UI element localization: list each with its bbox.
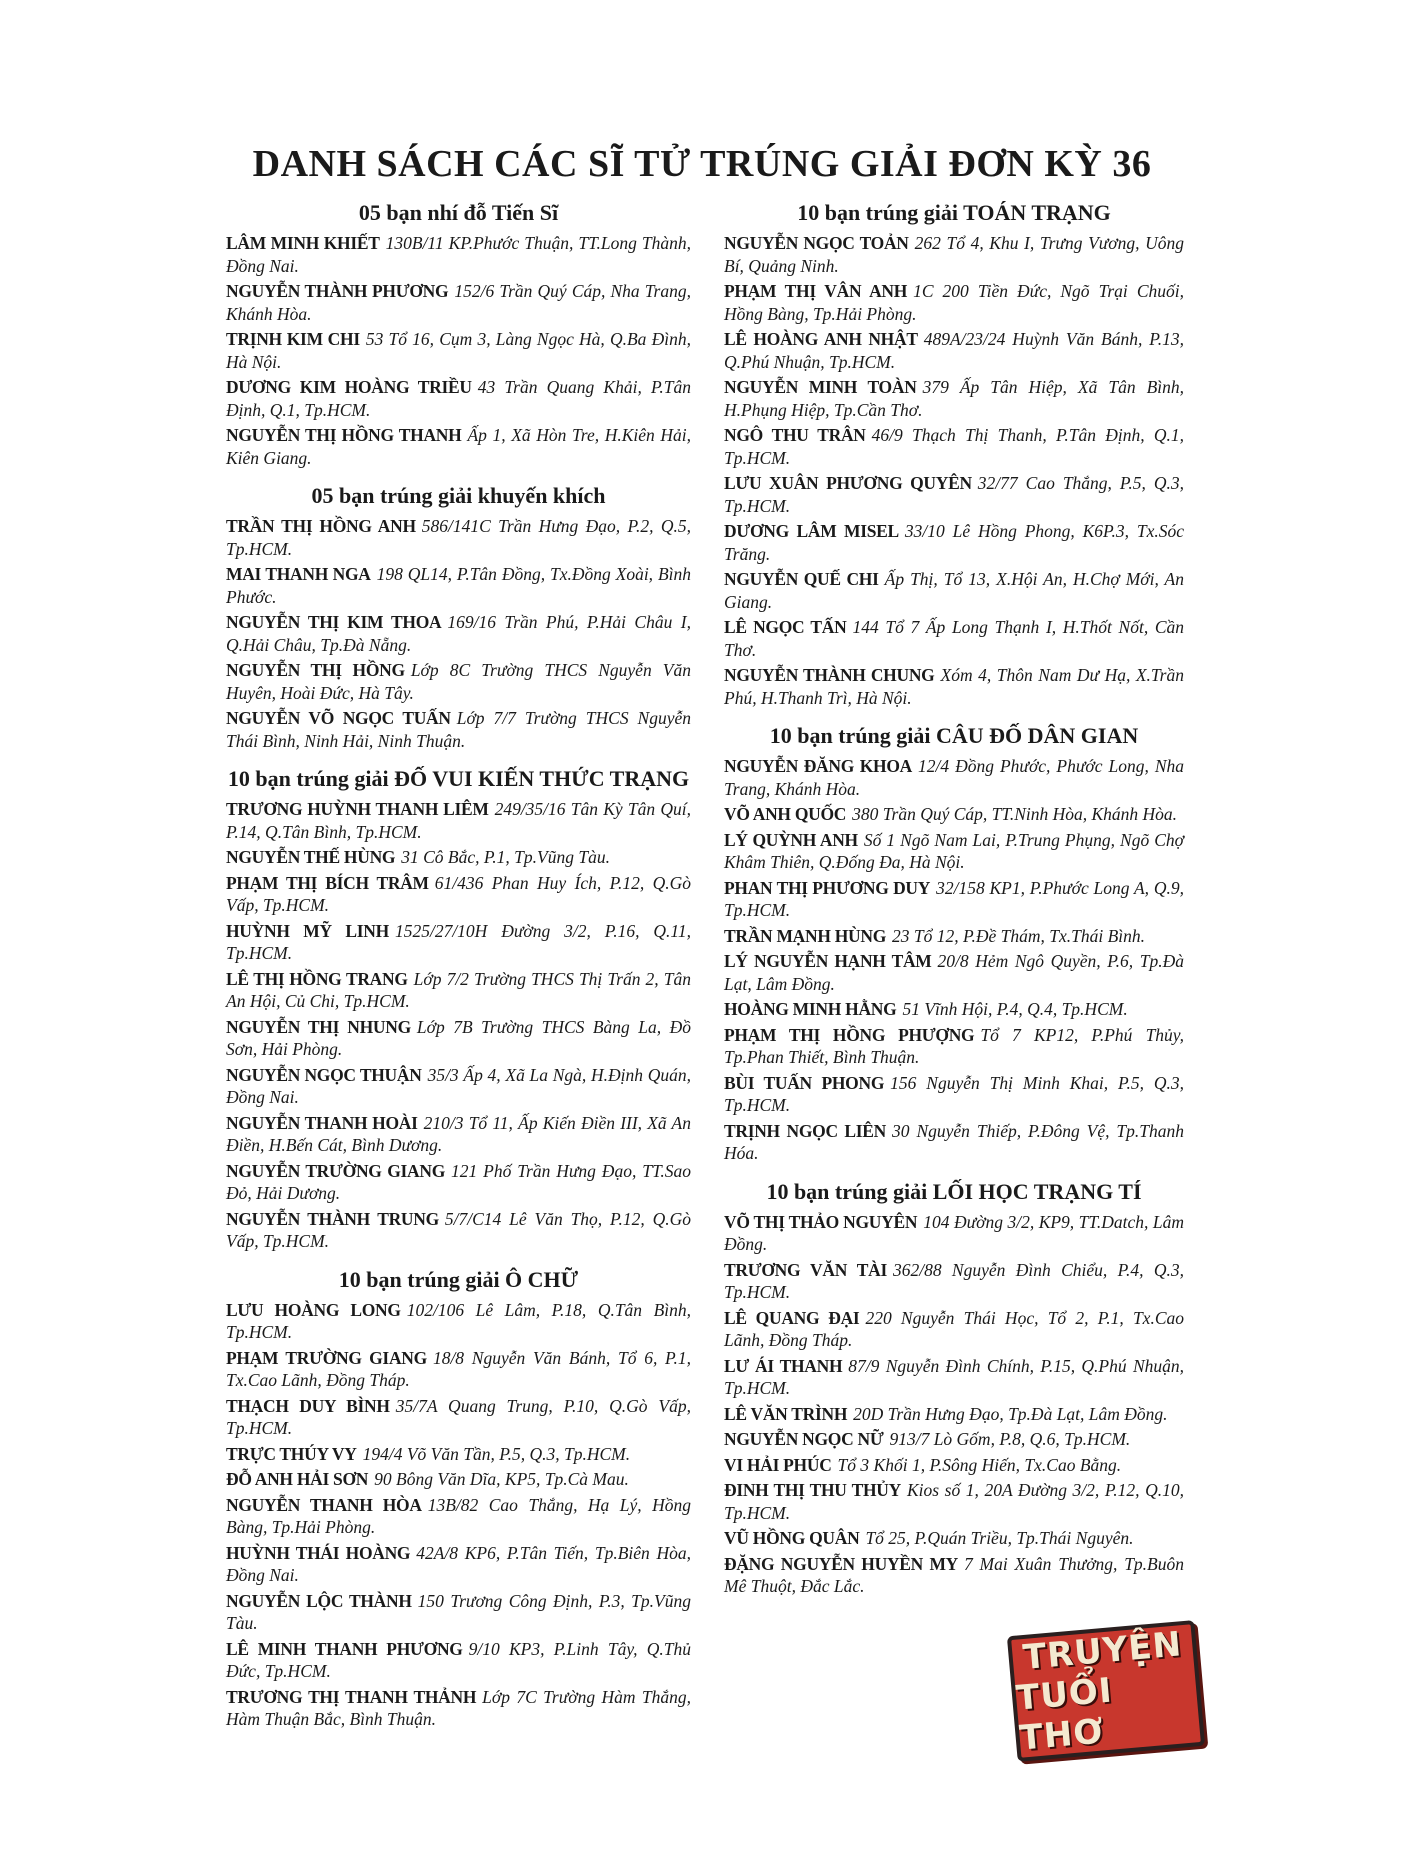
winner-entry — [226, 872, 691, 917]
winner-name: DƯƠNG LÂM MISEL — [724, 521, 899, 541]
winner-entry — [226, 1112, 691, 1157]
winner-name: NGUYỄN NGỌC TOẢN — [724, 233, 909, 253]
winner-name: NGUYỄN THANH HOÀI — [226, 1112, 418, 1133]
winner-entry — [226, 968, 691, 1013]
winner-name: THẠCH DUY BÌNH — [226, 1395, 390, 1416]
winner-address: Tổ 3 Khối 1, P.Sông Hiến, Tx.Cao Bằng. — [837, 1454, 1122, 1475]
winner-entry — [724, 1479, 1184, 1524]
winner-name: LÊ QUANG ĐẠI — [724, 1307, 860, 1328]
winner-entry — [226, 1494, 691, 1539]
winner-entry — [226, 920, 691, 965]
winner-address: 46/9 Thạch Thị Thanh, P.Tân Định, Q.1, Tp.HCM. — [724, 425, 1184, 468]
winner-name: NGUYỄN QUẾ CHI — [724, 569, 879, 589]
winner-entry — [724, 1211, 1184, 1256]
winner-address: 23 Tổ 12, P.Đề Thám, Tx.Thái Bình. — [892, 925, 1146, 946]
winner-entry — [724, 616, 1184, 661]
winner-address: 379 Ấp Tân Hiệp, Xã Tân Bình, H.Phụng Hiệp, Tp.Cần Thơ. — [724, 377, 1184, 420]
winner-entry — [226, 1590, 691, 1635]
winner-name: TRẦN THỊ HỒNG ANH — [226, 516, 416, 536]
winner-name: LƯU XUÂN PHƯƠNG QUYÊN — [724, 473, 972, 493]
winner-entry — [226, 1443, 691, 1466]
winner-entry — [226, 707, 691, 752]
logo-line-1: TRUYỆN — [1021, 1624, 1184, 1679]
winner-name: HUỲNH THÁI HOÀNG — [226, 1542, 411, 1563]
winner-entry — [724, 1072, 1184, 1117]
winner-address: 380 Trần Quý Cáp, TT.Ninh Hòa, Khánh Hòa. — [852, 804, 1178, 824]
winner-entry — [724, 376, 1184, 421]
winner-address: 53 Tổ 16, Cụm 3, Làng Ngọc Hà, Q.Ba Đình, Hà Nội. — [226, 329, 691, 372]
winner-entry — [226, 1208, 691, 1253]
winner-name: TRỰC THÚY VY — [226, 1443, 357, 1464]
winner-entry — [226, 1395, 691, 1440]
section-heading: 10 bạn trúng giải CÂU ĐỐ DÂN GIAN — [769, 723, 1139, 748]
winner-entry — [724, 877, 1184, 922]
logo-line-2: TUỔI THƠ — [1014, 1670, 1115, 1759]
winner-address: 51 Vĩnh Hội, P.4, Q.4, Tp.HCM. — [902, 999, 1128, 1019]
winner-name: NGUYỄN THÀNH TRUNG — [226, 1208, 439, 1229]
winner-address: 1C 200 Tiền Đức, Ngõ Trại Chuối, Hồng Bàng, Tp.Hải Phòng. — [724, 281, 1184, 324]
winner-address: 20/8 Hẻm Ngô Quyền, P.6, Tp.Đà Lạt, Lâm Đồng. — [724, 951, 1184, 994]
winner-entry — [226, 1468, 691, 1491]
winner-address: 1525/27/10H Đường 3/2, P.16, Q.11, Tp.HCM. — [226, 920, 691, 963]
winner-address: 150 Trương Công Định, P.3, Tp.Vũng Tàu. — [226, 1590, 691, 1633]
winner-name: NGUYỄN LỘC THÀNH — [226, 1590, 412, 1611]
winner-entry — [724, 568, 1184, 613]
winner-entry — [724, 424, 1184, 469]
winner-name: NGÔ THU TRÂN — [724, 425, 866, 445]
winner-address: 18/8 Nguyễn Văn Bánh, Tổ 6, P.1, Tx.Cao Lãnh, Đồng Tháp. — [226, 1347, 691, 1390]
winner-name: NGUYỄN THẾ HÙNG — [226, 847, 396, 867]
winner-entry — [724, 925, 1184, 948]
winner-address: Lớp 7/7 Trường THCS Nguyễn Thái Bình, Ninh Hải, Ninh Thuận. — [226, 708, 691, 751]
winner-name: NGUYỄN ĐĂNG KHOA — [724, 756, 912, 776]
winner-name: VŨ HỒNG QUÂN — [724, 1528, 860, 1548]
winner-entry — [226, 515, 691, 560]
winner-entry — [724, 1527, 1184, 1550]
winner-entry — [724, 803, 1184, 826]
winner-address: 31 Cô Bắc, P.1, Tp.Vũng Tàu. — [401, 847, 610, 867]
winner-entry — [226, 424, 691, 469]
winner-entry — [724, 1403, 1184, 1426]
winner-section — [724, 723, 1184, 1165]
winner-section — [226, 200, 691, 469]
winner-entry — [724, 1259, 1184, 1304]
winner-name: ĐẶNG NGUYỄN HUYỀN MY — [724, 1553, 959, 1574]
winner-section — [226, 1267, 691, 1731]
winner-address: 262 Tổ 4, Khu I, Trưng Vương, Uông Bí, Quảng Ninh. — [724, 233, 1184, 276]
winner-name: TRỊNH NGỌC LIÊN — [724, 1120, 887, 1141]
winner-name: NGUYỄN THÀNH PHƯƠNG — [226, 281, 449, 301]
winner-name: NGUYỄN TRƯỜNG GIANG — [226, 1160, 446, 1181]
winner-entry — [226, 611, 691, 656]
winner-entry — [226, 659, 691, 704]
winner-name: LÊ VĂN TRÌNH — [724, 1403, 848, 1424]
winner-address: 61/436 Phan Huy Ích, P.12, Q.Gò Vấp, Tp.HCM. — [226, 872, 692, 915]
winner-name: TRƯƠNG HUỲNH THANH LIÊM — [226, 799, 489, 819]
winner-name: NGUYỄN THỊ HỒNG — [226, 660, 405, 680]
winner-address: 32/77 Cao Thắng, P.5, Q.3, Tp.HCM. — [724, 473, 1184, 516]
winner-entry — [226, 328, 691, 373]
winner-entry — [724, 829, 1184, 874]
winner-address: 42A/8 KP6, P.Tân Tiến, Tp.Biên Hòa, Đồng Nai. — [226, 1542, 691, 1585]
winner-name: VÕ THỊ THẢO NGUYÊN — [724, 1211, 918, 1232]
winner-entry — [226, 1542, 691, 1587]
section-heading: 05 bạn nhí đỗ Tiến Sĩ — [358, 200, 559, 225]
winner-entry — [226, 1299, 691, 1344]
right-column — [724, 200, 1184, 1612]
winner-name: LÊ THỊ HỒNG TRANG — [226, 968, 408, 989]
winner-entry — [226, 1016, 691, 1061]
winner-name: LÝ NGUYỄN HẠNH TÂM — [724, 951, 932, 971]
winner-entry — [724, 1120, 1184, 1165]
winner-entry — [724, 1454, 1184, 1477]
winner-entry — [724, 1024, 1184, 1069]
section-heading: 10 bạn trúng giải Ô CHỮ — [338, 1266, 579, 1292]
winner-name: LÊ NGỌC TẤN — [724, 617, 847, 637]
winner-section — [226, 483, 691, 752]
winner-entry — [724, 472, 1184, 517]
winner-name: ĐỖ ANH HẢI SƠN — [226, 1469, 369, 1489]
winner-name: VI HẢI PHÚC — [724, 1454, 832, 1475]
left-column — [226, 200, 691, 1745]
winner-address: 33/10 Lê Hồng Phong, K6P.3, Tx.Sóc Trăng. — [724, 521, 1184, 564]
winner-name: TRẦN MẠNH HÙNG — [724, 925, 887, 946]
winner-entry — [724, 1355, 1184, 1400]
winner-address: 489A/23/24 Huỳnh Văn Bánh, P.13, Q.Phú Nhuận, Tp.HCM. — [724, 329, 1184, 372]
winner-entry — [724, 1307, 1184, 1352]
winner-name: NGUYỄN THANH HÒA — [226, 1494, 422, 1515]
winner-entry — [724, 755, 1184, 800]
page-title: DANH SÁCH CÁC SĨ TỬ TRÚNG GIẢI ĐƠN KỲ 36 — [252, 143, 1152, 185]
winner-name: DƯƠNG KIM HOÀNG TRIỀU — [226, 377, 472, 397]
winner-name: PHẠM THỊ VÂN ANH — [724, 281, 908, 301]
winner-address: Lớp 7C Trường Hàm Thắng, Hàm Thuận Bắc, Bình Thuận. — [226, 1686, 691, 1729]
winner-name: NGUYỄN THỊ KIM THOA — [226, 612, 442, 632]
winner-name: TRƯƠNG VĂN TÀI — [724, 1259, 887, 1280]
winner-entry — [226, 798, 691, 843]
winner-entry — [226, 280, 691, 325]
winner-name: TRƯƠNG THỊ THANH THẢNH — [226, 1686, 477, 1707]
winner-address: Tổ 25, P.Quán Triều, Tp.Thái Nguyên. — [865, 1528, 1134, 1548]
winner-address: 156 Nguyễn Thị Minh Khai, P.5, Q.3, Tp.HCM. — [724, 1072, 1184, 1115]
winner-address: 362/88 Nguyễn Đình Chiểu, P.4, Q.3, Tp.HCM. — [724, 1259, 1184, 1302]
winner-entry — [226, 563, 691, 608]
winner-name: HUỲNH MỸ LINH — [226, 920, 389, 941]
winner-address: 220 Nguyễn Thái Học, Tổ 2, P.1, Tx.Cao Lãnh, Đồng Tháp. — [724, 1307, 1184, 1350]
section-heading: 10 bạn trúng giải ĐỐ VUI KIẾN THỨC TRẠNG — [227, 766, 690, 791]
winner-address: Lớp 8C Trường THCS Nguyễn Văn Huyên, Hoài Đức, Hà Tây. — [226, 660, 691, 703]
winner-address: Ấp 1, Xã Hòn Tre, H.Kiên Hải, Kiên Giang. — [226, 425, 691, 468]
winner-entry — [226, 846, 691, 869]
winner-address: 586/141C Trần Hưng Đạo, P.2, Q.5, Tp.HCM. — [226, 516, 691, 559]
winner-name: LƯU HOÀNG LONG — [226, 1299, 401, 1320]
winner-entry — [724, 280, 1184, 325]
winner-entry — [226, 1638, 691, 1683]
winner-section — [724, 1179, 1184, 1598]
winner-entry — [226, 1064, 691, 1109]
winner-name: NGUYỄN MINH TOÀN — [724, 377, 917, 397]
winner-entry — [724, 232, 1184, 277]
winner-section — [226, 766, 691, 1253]
winner-address: 35/7A Quang Trung, P.10, Q.Gò Vấp, Tp.HCM. — [226, 1395, 691, 1438]
winner-name: TRỊNH KIM CHI — [226, 329, 360, 349]
winner-name: VÕ ANH QUỐC — [724, 804, 847, 824]
winner-entry — [226, 232, 691, 277]
winner-name: PHẠM TRƯỜNG GIANG — [226, 1347, 427, 1368]
winner-name: PHẠM THỊ HỒNG PHƯỢNG — [724, 1024, 975, 1045]
winner-address: 32/158 KP1, P.Phước Long A, Q.9, Tp.HCM. — [724, 877, 1184, 920]
winner-section — [724, 200, 1184, 709]
section-heading: 10 bạn trúng giải LỐI HỌC TRẠNG TÍ — [766, 1178, 1142, 1204]
winner-address: 102/106 Lê Lâm, P.18, Q.Tân Bình, Tp.HCM. — [226, 1299, 691, 1342]
winner-entry — [226, 376, 691, 421]
winner-entry — [724, 1428, 1184, 1451]
winner-address: 5/7/C14 Lê Văn Thọ, P.12, Q.Gò Vấp, Tp.HCM. — [226, 1208, 691, 1251]
winner-address: Ấp Thị, Tổ 13, X.Hội An, H.Chợ Mới, An Giang. — [724, 569, 1184, 612]
winner-name: NGUYỄN THỊ HỒNG THANH — [226, 425, 462, 445]
winner-address: 13B/82 Cao Thắng, Hạ Lý, Hồng Bàng, Tp.Hải Phòng. — [226, 1494, 691, 1537]
winner-entry — [724, 1553, 1184, 1598]
winner-address: 121 Phố Trần Hưng Đạo, TT.Sao Đỏ, Hải Dương. — [226, 1160, 691, 1203]
winner-address: 20D Trần Hưng Đạo, Tp.Đà Lạt, Lâm Đồng. — [853, 1403, 1168, 1424]
winner-address: 144 Tổ 7 Ấp Long Thạnh I, H.Thốt Nốt, Cần Thơ. — [724, 617, 1185, 660]
winner-entry — [724, 950, 1184, 995]
winner-address: 130B/11 KP.Phước Thuận, TT.Long Thành, Đồng Nai. — [226, 233, 691, 276]
winner-address: 87/9 Nguyễn Đình Chính, P.15, Q.Phú Nhuận, Tp.HCM. — [724, 1355, 1184, 1398]
winner-entry — [724, 664, 1184, 709]
winner-entry — [724, 998, 1184, 1021]
winner-address: 210/3 Tổ 11, Ấp Kiến Điền III, Xã An Điền, H.Bến Cát, Bình Dương. — [226, 1112, 691, 1155]
winner-entry — [724, 520, 1184, 565]
winner-name: LƯ ÁI THANH — [724, 1355, 843, 1376]
winner-address: 7 Mai Xuân Thưởng, Tp.Buôn Mê Thuột, Đắc Lắc. — [724, 1553, 1184, 1596]
winner-name: NGUYỄN NGỌC NỮ — [724, 1429, 884, 1449]
winner-name: LÂM MINH KHIẾT — [226, 233, 380, 253]
winner-address: 198 QL14, P.Tân Đồng, Tx.Đồng Xoài, Bình Phước. — [226, 564, 692, 607]
winner-name: MAI THANH NGA — [226, 564, 371, 584]
winner-address: 249/35/16 Tân Kỳ Tân Quí, P.14, Q.Tân Bình, Tp.HCM. — [226, 799, 691, 842]
section-heading: 05 bạn trúng giải khuyến khích — [311, 483, 606, 508]
winner-name: PHAN THỊ PHƯƠNG DUY — [724, 877, 931, 898]
winner-name: BÙI TUẤN PHONG — [724, 1072, 885, 1093]
winner-name: LÊ HOÀNG ANH NHẬT — [724, 329, 918, 349]
winner-name: NGUYỄN VÕ NGỌC TUẤN — [226, 708, 451, 728]
winner-name: LÊ MINH THANH PHƯƠNG — [226, 1638, 463, 1659]
winner-address: 913/7 Lò Gốm, P.8, Q.6, Tp.HCM. — [889, 1429, 1131, 1449]
winner-name: LÝ QUỲNH ANH — [724, 829, 858, 850]
winner-entry — [226, 1686, 691, 1731]
winner-address: 12/4 Đồng Phước, Phước Long, Nha Trang, Khánh Hòa. — [724, 756, 1184, 799]
winner-name: NGUYỄN THỊ NHUNG — [226, 1016, 411, 1037]
winner-address: 90 Bông Văn Dĩa, KP5, Tp.Cà Mau. — [374, 1469, 629, 1489]
winner-address: 9/10 KP3, P.Linh Tây, Q.Thủ Đức, Tp.HCM. — [226, 1638, 691, 1681]
winner-address: Kios số 1, 20A Đường 3/2, P.12, Q.10, Tp.HCM. — [724, 1480, 1184, 1523]
winner-address: 104 Đường 3/2, KP9, TT.Datch, Lâm Đồng. — [724, 1211, 1184, 1254]
winner-name: NGUYỄN NGỌC THUẬN — [226, 1064, 422, 1085]
winner-name: HOÀNG MINH HẰNG — [724, 999, 897, 1019]
winner-address: 152/6 Trần Quý Cáp, Nha Trang, Khánh Hòa. — [226, 281, 691, 324]
winner-entry — [724, 328, 1184, 373]
winner-address: Lớp 7B Trường THCS Bàng La, Đồ Sơn, Hải Phòng. — [226, 1016, 692, 1059]
truyen-tuoi-tho-logo — [1007, 1620, 1205, 1762]
section-heading: 10 bạn trúng giải TOÁN TRẠNG — [797, 200, 1111, 225]
winner-name: NGUYỄN THÀNH CHUNG — [724, 665, 935, 685]
winner-address: Lớp 7/2 Trường THCS Thị Trấn 2, Tân An Hội, Củ Chi, Tp.HCM. — [226, 968, 691, 1011]
winner-address: 169/16 Trần Phú, P.Hải Châu I, Q.Hải Châu, Tp.Đà Nẵng. — [226, 612, 691, 655]
winner-address: Xóm 4, Thôn Nam Dư Hạ, X.Trần Phú, H.Thanh Trì, Hà Nội. — [724, 665, 1184, 708]
winner-address: 30 Nguyễn Thiếp, P.Đông Vệ, Tp.Thanh Hóa. — [724, 1120, 1184, 1163]
winner-address: 194/4 Võ Văn Tần, P.5, Q.3, Tp.HCM. — [362, 1443, 631, 1464]
winner-name: PHẠM THỊ BÍCH TRÂM — [226, 872, 429, 893]
winner-address: 35/3 Ấp 4, Xã La Ngà, H.Định Quán, Đồng Nai. — [226, 1064, 691, 1107]
winner-entry — [226, 1160, 691, 1205]
winner-name: ĐINH THỊ THU THỦY — [724, 1480, 901, 1500]
winner-address: 43 Trần Quang Khải, P.Tân Định, Q.1, Tp.HCM. — [226, 377, 692, 420]
winner-address: Số 1 Ngõ Nam Lai, P.Trung Phụng, Ngõ Chợ Khâm Thiên, Q.Đống Đa, Hà Nội. — [724, 829, 1184, 872]
winner-address: Tổ 7 KP12, P.Phú Thủy, Tp.Phan Thiết, Bình Thuận. — [724, 1024, 1184, 1067]
winner-entry — [226, 1347, 691, 1392]
